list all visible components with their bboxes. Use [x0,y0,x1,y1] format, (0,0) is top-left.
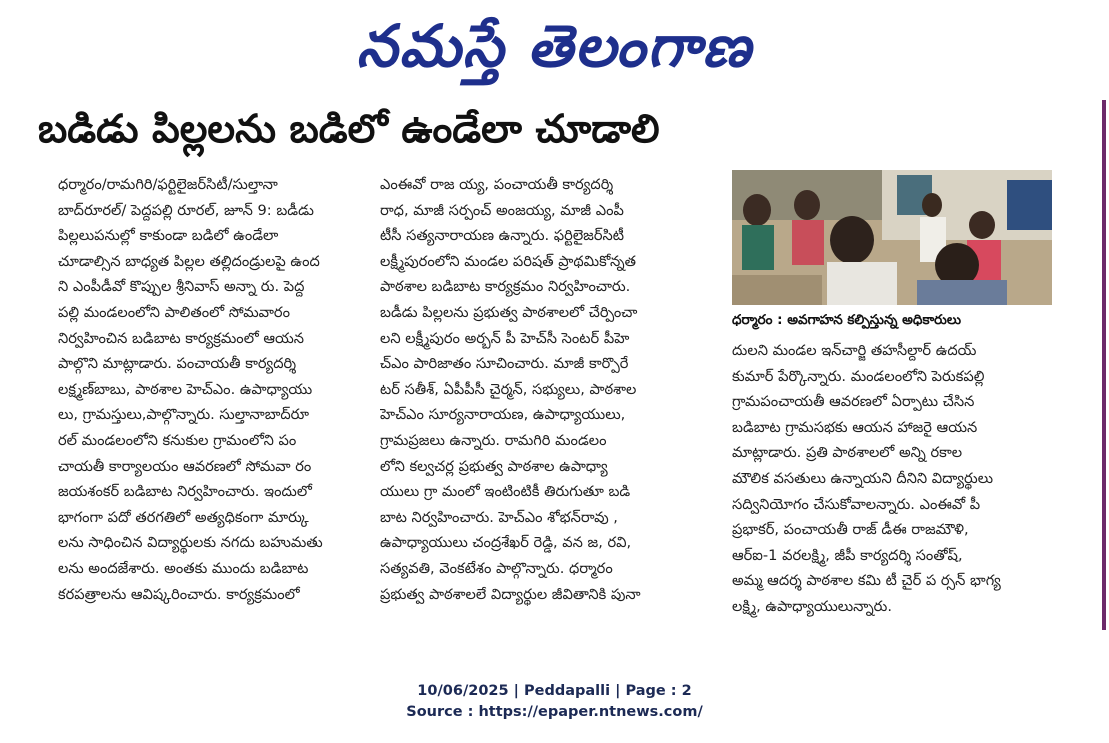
article-line: ధర్మారం/రామగిరి/ఫర్టిలైజర్‌సిటీ/సుల్తానా [58,176,278,193]
article-line: జయశంకర్ బడిబాట నిర్వహించారు. ఇందులో [58,483,312,501]
article-line: బడీడు పిల్లలను ప్రభుత్వ పాఠశాలలో చేర్పించా [380,303,638,321]
photo-caption: ధర్మారం : అవగాహన కల్పిస్తున్న అధికారులు [732,312,962,328]
article-line: రాధ, మాజీ సర్పంచ్ అంజయ్య, మాజీ ఎంపీ [380,201,624,219]
article-line: పాఠశాల బడిబాట కార్యక్రమం నిర్వహించారు. [380,278,631,296]
article-line: చాయతీ కార్యాలయం ఆవరణలో సోమవా రం [58,457,312,475]
article-line: నిర్వహించిన బడిబాట కార్యక్రమంలో ఆయన [58,329,305,347]
article-line: లక్ష్మీపురంలోని మండల పరిషత్ ప్రాథమికోన్నత [380,252,636,270]
article-line: గ్రామప్రజలు ఉన్నారు. రామగిరి మండలం [380,431,607,449]
article-line: బాద్‌రూరల్/ పెద్దపల్లి రూరల్, జూన్ 9: బడీడు [58,201,314,219]
article-line: బాట నిర్వహించారు. హెచ్‌ఎం శోభన్‌రావు , [380,508,618,526]
article-line: హెచ్‌ఎం సూర్యనారాయణ, ఉపాధ్యాయులు, [380,406,626,424]
article-line: ఆర్ఐ-1 వరలక్ష్మి, జీపీ కార్యదర్శి సంతోష్, [732,546,963,564]
article-line: రల్ మండలంలోని కనుకుల గ్రామంలోని పం [58,431,297,449]
article-line: భాగంగా పదో తరగతిలో అత్యధికంగా మార్కు [58,508,309,526]
article-column-3 [732,338,1092,620]
masthead-logo: నమస్తే తెలంగాణ [356,12,753,80]
article-line: గ్రామపంచాయతీ ఆవరణలో ఏర్పాటు చేసిన [732,393,975,411]
article-line: బడిబాట గ్రామసభకు ఆయన హాజరై ఆయన [732,418,978,436]
article-line: లను అందజేశారు. అంతకు ముందు బడిబాట [58,559,309,577]
footer-source: Source : https://epaper.ntnews.com/ [406,704,703,720]
article-line: చూడాల్సిన బాధ్యత పిల్లల తల్లిదండ్రులపై ఉంద [58,252,320,270]
article-line: పల్లి మండలంలోని పాలితంలో సోమవారం [58,303,290,321]
article-line: మాట్లాడారు. ప్రతి పాఠశాలలో అన్ని రకాల [732,444,963,462]
article-column-1 [58,172,366,607]
article-line: చ్‌ఎం పారిజాతం సూచించారు. మాజీ కార్పొరే [380,355,629,373]
article-column-2 [380,172,710,607]
article-line: ని ఎంపీడీవో కొప్పుల శ్రీనివాస్ అన్నా రు. పెద్ద [58,278,305,296]
article-line: పాల్గొని మాట్లాడారు. పంచాయతీ కార్యదర్శి [58,355,297,373]
article-line: సత్యవతి, వెంకటేశం పాల్గొన్నారు. ధర్మారం [380,559,613,577]
article-line: కరపత్రాలను ఆవిష్కరించారు. కార్యక్రమంలో [58,585,300,603]
masthead [0,0,1109,92]
article-line: కుమార్ పేర్కొన్నారు. మండలంలోని పెరుకపల్లి [732,367,985,385]
article-line: యులు గ్రా మంలో ఇంటింటికీ తిరుగుతూ బడి [380,483,631,501]
article-line: ప్రభుత్వ పాఠశాలలే విద్యార్థుల జీవితానికి పునా [380,585,641,603]
news-photo-image [732,170,1052,305]
article-line: సద్వినియోగం చేసుకోవాలన్నారు. ఎంఈవో పీ [732,495,981,513]
footer-date-page: 10/06/2025 | Peddapalli | Page : 2 [417,683,692,699]
article-line: లోని కల్వచర్ల ప్రభుత్వ పాఠశాల ఉపాధ్యా [380,457,608,475]
headline: బడిడు పిల్లలను బడిలో ఉండేలా చూడాలి [38,107,660,152]
article-line: దులని మండల ఇన్‌చార్జి తహసీల్దార్ ఉదయ్ [732,342,977,359]
article-line: లను సాధించిన విద్యార్థులకు నగదు బహుమతు [58,534,323,552]
column-rule [1102,100,1106,630]
article-line: ప్రభాకర్, పంచాయతీ రాజ్ డీఈ రాజమౌళి, [732,521,969,539]
article-line: టర్ సతీశ్, ఏపీపీసీ చైర్మన్, సభ్యులు, పాఠశాల [380,380,637,398]
article-line: పిల్లలుపనుల్లో కాకుండా బడిలో ఉండేలా [58,227,279,245]
article-line: ఉపాధ్యాయులు చంద్రశేఖర్ రెడ్డి, వన జ, రవి, [380,534,632,552]
article-line: లక్ష్మణ్‌బాబు, పాఠశాల హెచ్‌ఎం. ఉపాధ్యాయు [58,380,313,398]
article-line: ఎంఈవో రాజ య్య, పంచాయతీ కార్యదర్శి [380,176,614,193]
news-photo [732,170,1052,305]
article-line: లు, గ్రామస్తులు,పాల్గొన్నారు. సుల్తానాబాద్‌రూ [58,406,310,424]
article-line: టీసీ సత్యనారాయణ ఉన్నారు. ఫర్టిలైజర్‌సిటీ [380,227,625,245]
article-line: అమ్మ ఆదర్శ పాఠశాల కమి టీ చైర్ ప ర్సన్ భాగ్య [732,572,1001,590]
article-line: లని లక్ష్మీపురం అర్బన్ పీ హెచ్‌సీ సెంటర్ పీహె [380,329,630,347]
article-line: లక్ష్మి, ఉపాధ్యాయులున్నారు. [732,597,892,615]
article-line: మౌలిక వసతులు ఉన్నాయని దీనిని విద్యార్థులు [732,469,994,487]
